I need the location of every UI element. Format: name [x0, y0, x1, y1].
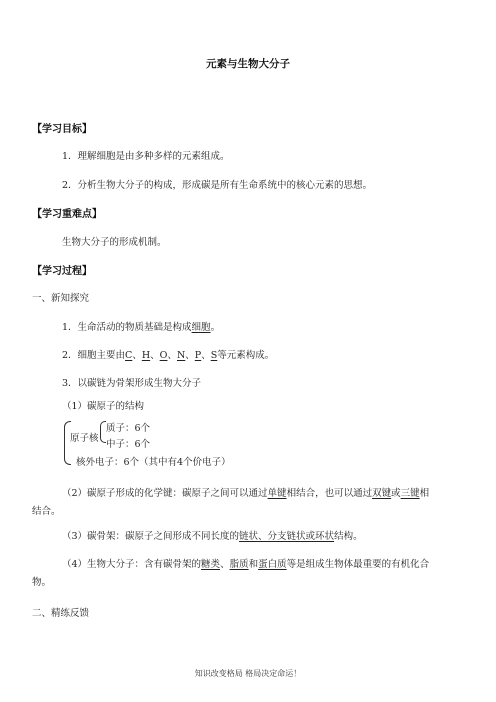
- sub-2-continued: 结合。: [32, 506, 61, 517]
- sub-3: [62, 528, 363, 542]
- sub-3-text-b: 结构。: [334, 531, 363, 542]
- objectives-heading: 【学习目标】: [32, 124, 92, 135]
- document-title: 元素与生物大分子: [206, 58, 290, 70]
- nucleus-label: 原子核: [70, 433, 99, 444]
- sugars: 糖类: [201, 559, 221, 570]
- electron-count: 核外电子：6个（其中有4个价电子）: [76, 457, 231, 468]
- sub-3-text-a: （3）碳骨架：碳原子之间形成不同长度的: [62, 531, 240, 542]
- item-2: [62, 347, 274, 361]
- proteins: 蛋白质: [258, 559, 287, 570]
- separator: 、: [167, 350, 177, 361]
- page-footer: 知识改变格局 格局决定命运！: [194, 669, 302, 678]
- sub-2-text-a: （2）碳原子形成的化学键：碳原子之间可以通过: [62, 488, 268, 499]
- sub-4-text-b: 等是组成生物体最重要的有机化合: [286, 559, 430, 570]
- item-1-suffix: 。: [210, 322, 221, 333]
- triple-bond: 三键: [400, 488, 420, 499]
- sub-4: [62, 556, 429, 570]
- part-1-heading: 一、新知探究: [32, 293, 90, 304]
- element-o: O: [159, 350, 168, 361]
- sub-4-sep-2: 和: [248, 559, 259, 570]
- single-bond: 单键: [267, 488, 287, 499]
- sub-4-sep-1: 、: [220, 559, 230, 570]
- element-n: N: [176, 350, 186, 361]
- sub-2: [62, 485, 429, 499]
- item-3: 3．以碳链为骨架形成生物大分子: [62, 378, 202, 389]
- part-2-heading: 二、精练反馈: [32, 608, 90, 619]
- proton-count: 质子：6个: [106, 423, 151, 434]
- sub-2-text-c: 或: [391, 488, 401, 499]
- element-s: S: [210, 350, 218, 361]
- separator: 、: [201, 350, 211, 361]
- neutron-count: 中子：6个: [106, 439, 151, 450]
- item-2-suffix: 等元素构成。: [217, 350, 275, 361]
- key-point-text: 生物大分子的形成机制。: [62, 237, 167, 248]
- element-c: C: [125, 350, 133, 361]
- sub-4-continued: 物。: [32, 577, 52, 588]
- item-1-prefix: 1．生命活动的物质基础是构成: [62, 322, 192, 333]
- key-points-heading: 【学习重难点】: [32, 209, 102, 220]
- objective-2: 2．分析生物大分子的构成，形成碳是所有生命系统中的核心元素的思想。: [62, 180, 373, 191]
- process-heading: 【学习过程】: [32, 266, 92, 277]
- sub-2-text-b: 相结合，也可以通过: [286, 488, 373, 499]
- item-1: [62, 319, 220, 333]
- separator: 、: [132, 350, 142, 361]
- item-1-answer: 细胞: [191, 322, 211, 333]
- element-p: P: [194, 350, 202, 361]
- lipids: 脂质: [229, 559, 249, 570]
- item-2-prefix: 2．细胞主要由: [62, 350, 126, 361]
- carbon-skeleton-types: 链状、分支链状或环状: [239, 531, 335, 542]
- double-bond: 双键: [372, 488, 392, 499]
- separator: 、: [185, 350, 195, 361]
- element-h: H: [141, 350, 151, 361]
- sub-2-text-d: 相: [419, 488, 430, 499]
- objective-1: 1．理解细胞是由多种多样的元素组成。: [62, 151, 230, 162]
- sub-1: （1）碳原子的结构: [62, 401, 145, 412]
- separator: 、: [150, 350, 160, 361]
- sub-4-text-a: （4）生物大分子：含有碳骨架的: [62, 559, 202, 570]
